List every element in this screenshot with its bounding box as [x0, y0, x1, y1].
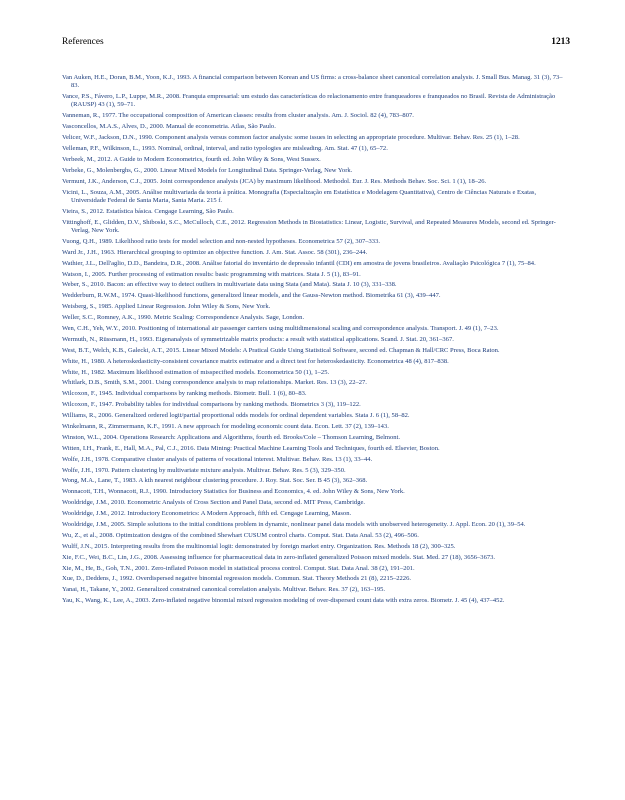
- reference-entry: Winston, W.L., 2004. Operations Research: Applications and Algorithms, fourth ed. Brooks/Cole – Thomson Learning, Belmont.: [62, 433, 401, 441]
- reference-entry: Xue, D., Deddens, J., 1992. Overdispersed negative binomial regression models. Commun. Stat. Theory Methods 21 (8), 2215–2226.: [62, 575, 411, 583]
- reference-entry: Wilcoxon, F., 1945. Individual comparisons by ranking methods. Biometr. Bull. 1 (6), 80–83.: [62, 390, 307, 398]
- reference-entry: Velicer, W.F., Jackson, D.N., 1990. Component analysis versus common factor analysis: some issues in selecting an appropriate procedure. Multivar. Behav. Res. 25 (1), 1–28.: [62, 134, 520, 142]
- reference-entry: Wooldridge, J.M., 2012. Introductory Econometrics: A Modern Approach, fifth ed. Cengage Learning, Mason.: [62, 510, 352, 518]
- reference-entry: Velleman, P.F., Wilkinson, L., 1993. Nominal, ordinal, interval, and ratio typologies are misleading. Am. Stat. 47 (1), 65–72.: [62, 145, 388, 153]
- reference-entry: Wu, Z., et al., 2008. Optimization designs of the combined Shewhart CUSUM control charts. Comput. Stat. Data Anal. 53 (2), 496–506.: [62, 531, 419, 539]
- reference-entry: Winkelmann, R., Zimmermann, K.F., 1991. A new approach for modeling economic count data. Econ. Lett. 37 (2), 139–143.: [62, 423, 389, 431]
- reference-entry: White, H., 1982. Maximum likelihood estimation of misspecified models. Econometrica 50 (1), 1–25.: [62, 368, 330, 376]
- reference-entry: Watson, I., 2005. Further processing of estimation results: basic programming with matrices. Stata J. 5 (1), 83–91.: [62, 270, 361, 278]
- reference-entry: Verbeek, M., 2012. A Guide to Modern Econometrics, fourth ed. John Wiley & Sons, West Sussex.: [62, 155, 321, 163]
- reference-entry: Wolfe, J.H., 1978. Comparative cluster analysis of patterns of vocational interest. Multivar. Behav. Res. 13 (1), 33–44.: [62, 455, 373, 463]
- reference-entry: Ward Jr., J.H., 1963. Hierarchical grouping to optimize an objective function. J. Am. Stat. Assoc. 58 (301), 236–244.: [62, 248, 368, 256]
- reference-entry: Williams, R., 2006. Generalized ordered logit/partial proportional odds models for ordinal dependent variables. Stata J. 6 (1), 58–82.: [62, 412, 410, 420]
- reference-entry: Wooldridge, J.M., 2010. Econometric Analysis of Cross Section and Panel Data, second ed. MIT Press, Cambridge.: [62, 499, 366, 507]
- reference-entry: Xie, M., He, B., Goh, T.N., 2001. Zero-inflated Poisson model in statistical process control. Comput. Stat. Data Anal. 38 (2), 191–201.: [62, 564, 415, 572]
- reference-entry: Verbeke, G., Molenberghs, G., 2000. Linear Mixed Models for Longitudinal Data. Springer-Verlag, New York.: [62, 166, 353, 174]
- reference-entry: Whitlark, D.B., Smith, S.M., 2001. Using correspondence analysis to map relationships. Market. Res. 13 (3), 22–27.: [62, 379, 367, 387]
- reference-entry: Yau, K., Wang, K., Lee, A., 2003. Zero-inflated negative binomial mixed regression modeling of over-dispersed count data with extra zeros. Biometr. J. 45 (4), 437–452.: [62, 597, 505, 605]
- reference-entry: Vicini, L., Souza, A.M., 2005. Análise multivariada da teoria à prática. Monografia (Especialização em Estatística e Modelagem Quantitativa), Centro de Ciências Naturais e Exatas, Universidade Federal de Santa Maria, Santa Maria. 215 f.: [62, 188, 537, 204]
- reference-entry: White, H., 1980. A heteroskedasticity-consistent covariance matrix estimator and a direct test for heteroskedasticity. Econometrica 48 (4), 817–838.: [62, 357, 449, 365]
- reference-entry: Wulff, J.N., 2015. Interpreting results from the multinomial logit: demonstrated by foreign market entry. Organization. Res. Methods 18 (2), 300–325.: [62, 542, 456, 550]
- reference-entry: Xie, F.C., Wei, B.C., Lin, J.G., 2008. Assessing influence for pharmaceutical data in zero-inflated generalized Poisson mixed models. Stat. Med. 27 (18), 3656–3673.: [62, 553, 496, 561]
- reference-entry: Wolfe, J.H., 1970. Pattern clustering by multivariate mixture analysis. Multivar. Behav. Res. 5 (3), 329–350.: [62, 466, 346, 474]
- running-title: References: [62, 37, 104, 47]
- reference-entry: Vittinghoff, E., Glidden, D.V., Shiboski, S.C., McCulloch, C.E., 2012. Regression Methods in Biostatistics: Linear, Logistic, Survival, and Repeated Measures Models, second ed. Springer-Verlag, New York.: [62, 218, 556, 234]
- reference-entry: Weber, S., 2010. Bacon: an effective way to detect outliers in multivariate data using Stata (and Mata). Stata J. 10 (3), 331–338.: [62, 281, 397, 289]
- reference-entry: Wermuth, N., Rüssmann, H., 1993. Eigenanalysis of symmetrizable matrix products: a result with statistical applications. Scand. J. Stat. 20, 361–367.: [62, 335, 454, 343]
- reference-entry: Vanneman, R., 1977. The occupational composition of American classes: results from cluster analysis. Am. J. Sociol. 82 (4), 783–807.: [62, 112, 414, 120]
- reference-entry: Vasconcellos, M.A.S., Alves, D., 2000. Manual de econometria. Atlas, São Paulo.: [62, 123, 276, 131]
- reference-entry: Wedderburn, R.W.M., 1974. Quasi-likelihood functions, generalized linear models, and the Gauss-Newton method. Biometrika 61 (3), 439–447.: [62, 292, 441, 300]
- reference-entry: Weller, S.C., Romney, A.K., 1990. Metric Scaling: Correspondence Analysis. Sage, London.: [62, 314, 305, 322]
- reference-entry: Wathier, J.L., Dell'aglio, D.D., Bandeira, D.R., 2008. Análise fatorial do inventário de depressão infantil (CDI) em amostra de jovens brasileiros. Avaliação Psicológica 7 (1), 75–84.: [62, 259, 536, 267]
- reference-entry: Weisberg, S., 1985. Applied Linear Regression. John Wiley & Sons, New York.: [62, 303, 271, 311]
- reference-entry: Yanai, H., Takane, Y., 2002. Generalized constrained canonical correlation analysis. Multivar. Behav. Res. 37 (2), 163–195.: [62, 586, 386, 594]
- reference-list: [62, 74, 570, 608]
- reference-entry: Wen, C.H., Yeh, W.Y., 2010. Positioning of international air passenger carriers using multidimensional scaling and correspondence analysis. Transport. J. 49 (1), 7–23.: [62, 325, 499, 332]
- reference-entry: Vieira, S., 2012. Estatística básica. Cengage Learning, São Paulo.: [62, 207, 234, 215]
- reference-entry: Wong, M.A., Lane, T., 1983. A kth nearest neighbour clustering procedure. J. Roy. Stat. Soc. Ser. B 45 (3), 362–368.: [62, 477, 368, 485]
- reference-entry: Wonnacott, T.H., Wonnacott, R.J., 1990. Introductory Statistics for Business and Economics, 4. ed. John Wiley & Sons, New York.: [62, 488, 405, 496]
- reference-entry: Wilcoxon, F., 1947. Probability tables for individual comparisons by ranking methods. Biometrics 3 (3), 119–122.: [62, 401, 361, 409]
- page-header: [62, 37, 570, 51]
- reference-entry: Vance, P.S., Fávero, L.P., Luppe, M.R., 2008. Franquia empresarial: um estudo das características do relacionamento entre franqueadores e franqueados no Brasil. Revista de Administração (RAUSP) 43 (1), 59–71.: [62, 93, 556, 109]
- reference-entry: West, B.T., Welch, K.B., Galecki, A.T., 2015. Linear Mixed Models: A Pratical Guide Using Statistical Software, second ed. Chapman & Hall/CRC Press, Boca Raton.: [62, 346, 500, 354]
- reference-entry: Vuong, Q.H., 1989. Likelihood ratio tests for model selection and non-nested hypotheses. Econometrica 57 (2), 307–333.: [62, 237, 380, 245]
- reference-entry: Witten, I.H., Frank, E., Hall, M.A., Pal, C.J., 2016. Data Mining: Practical Machine Learning Tools and Techniques, fourth ed. Elsevier, Boston.: [62, 444, 440, 452]
- reference-entry: Van Auken, H.E., Doran, B.M., Yoon, K.J., 1993. A financial comparison between Korean and US firms: a cross-balance sheet canonical correlation analysis. J. Small Bus. Manag. 31 (3), 73–83.: [62, 74, 563, 90]
- reference-entry: Vermunt, J.K., Anderson, C.J., 2005. Joint correspondence analysis (JCA) by maximum likelihood. Methodol. Eur. J. Res. Methods Behav. Soc. Sci. 1 (1), 18–26.: [62, 177, 487, 185]
- page-number: 1213: [551, 37, 570, 47]
- reference-entry: Wooldridge, J.M., 2005. Simple solutions to the initial conditions problem in dynamic, nonlinear panel data models with unobserved heterogeneity. J. Appl. Econ. 20 (1), 39–54.: [62, 521, 526, 529]
